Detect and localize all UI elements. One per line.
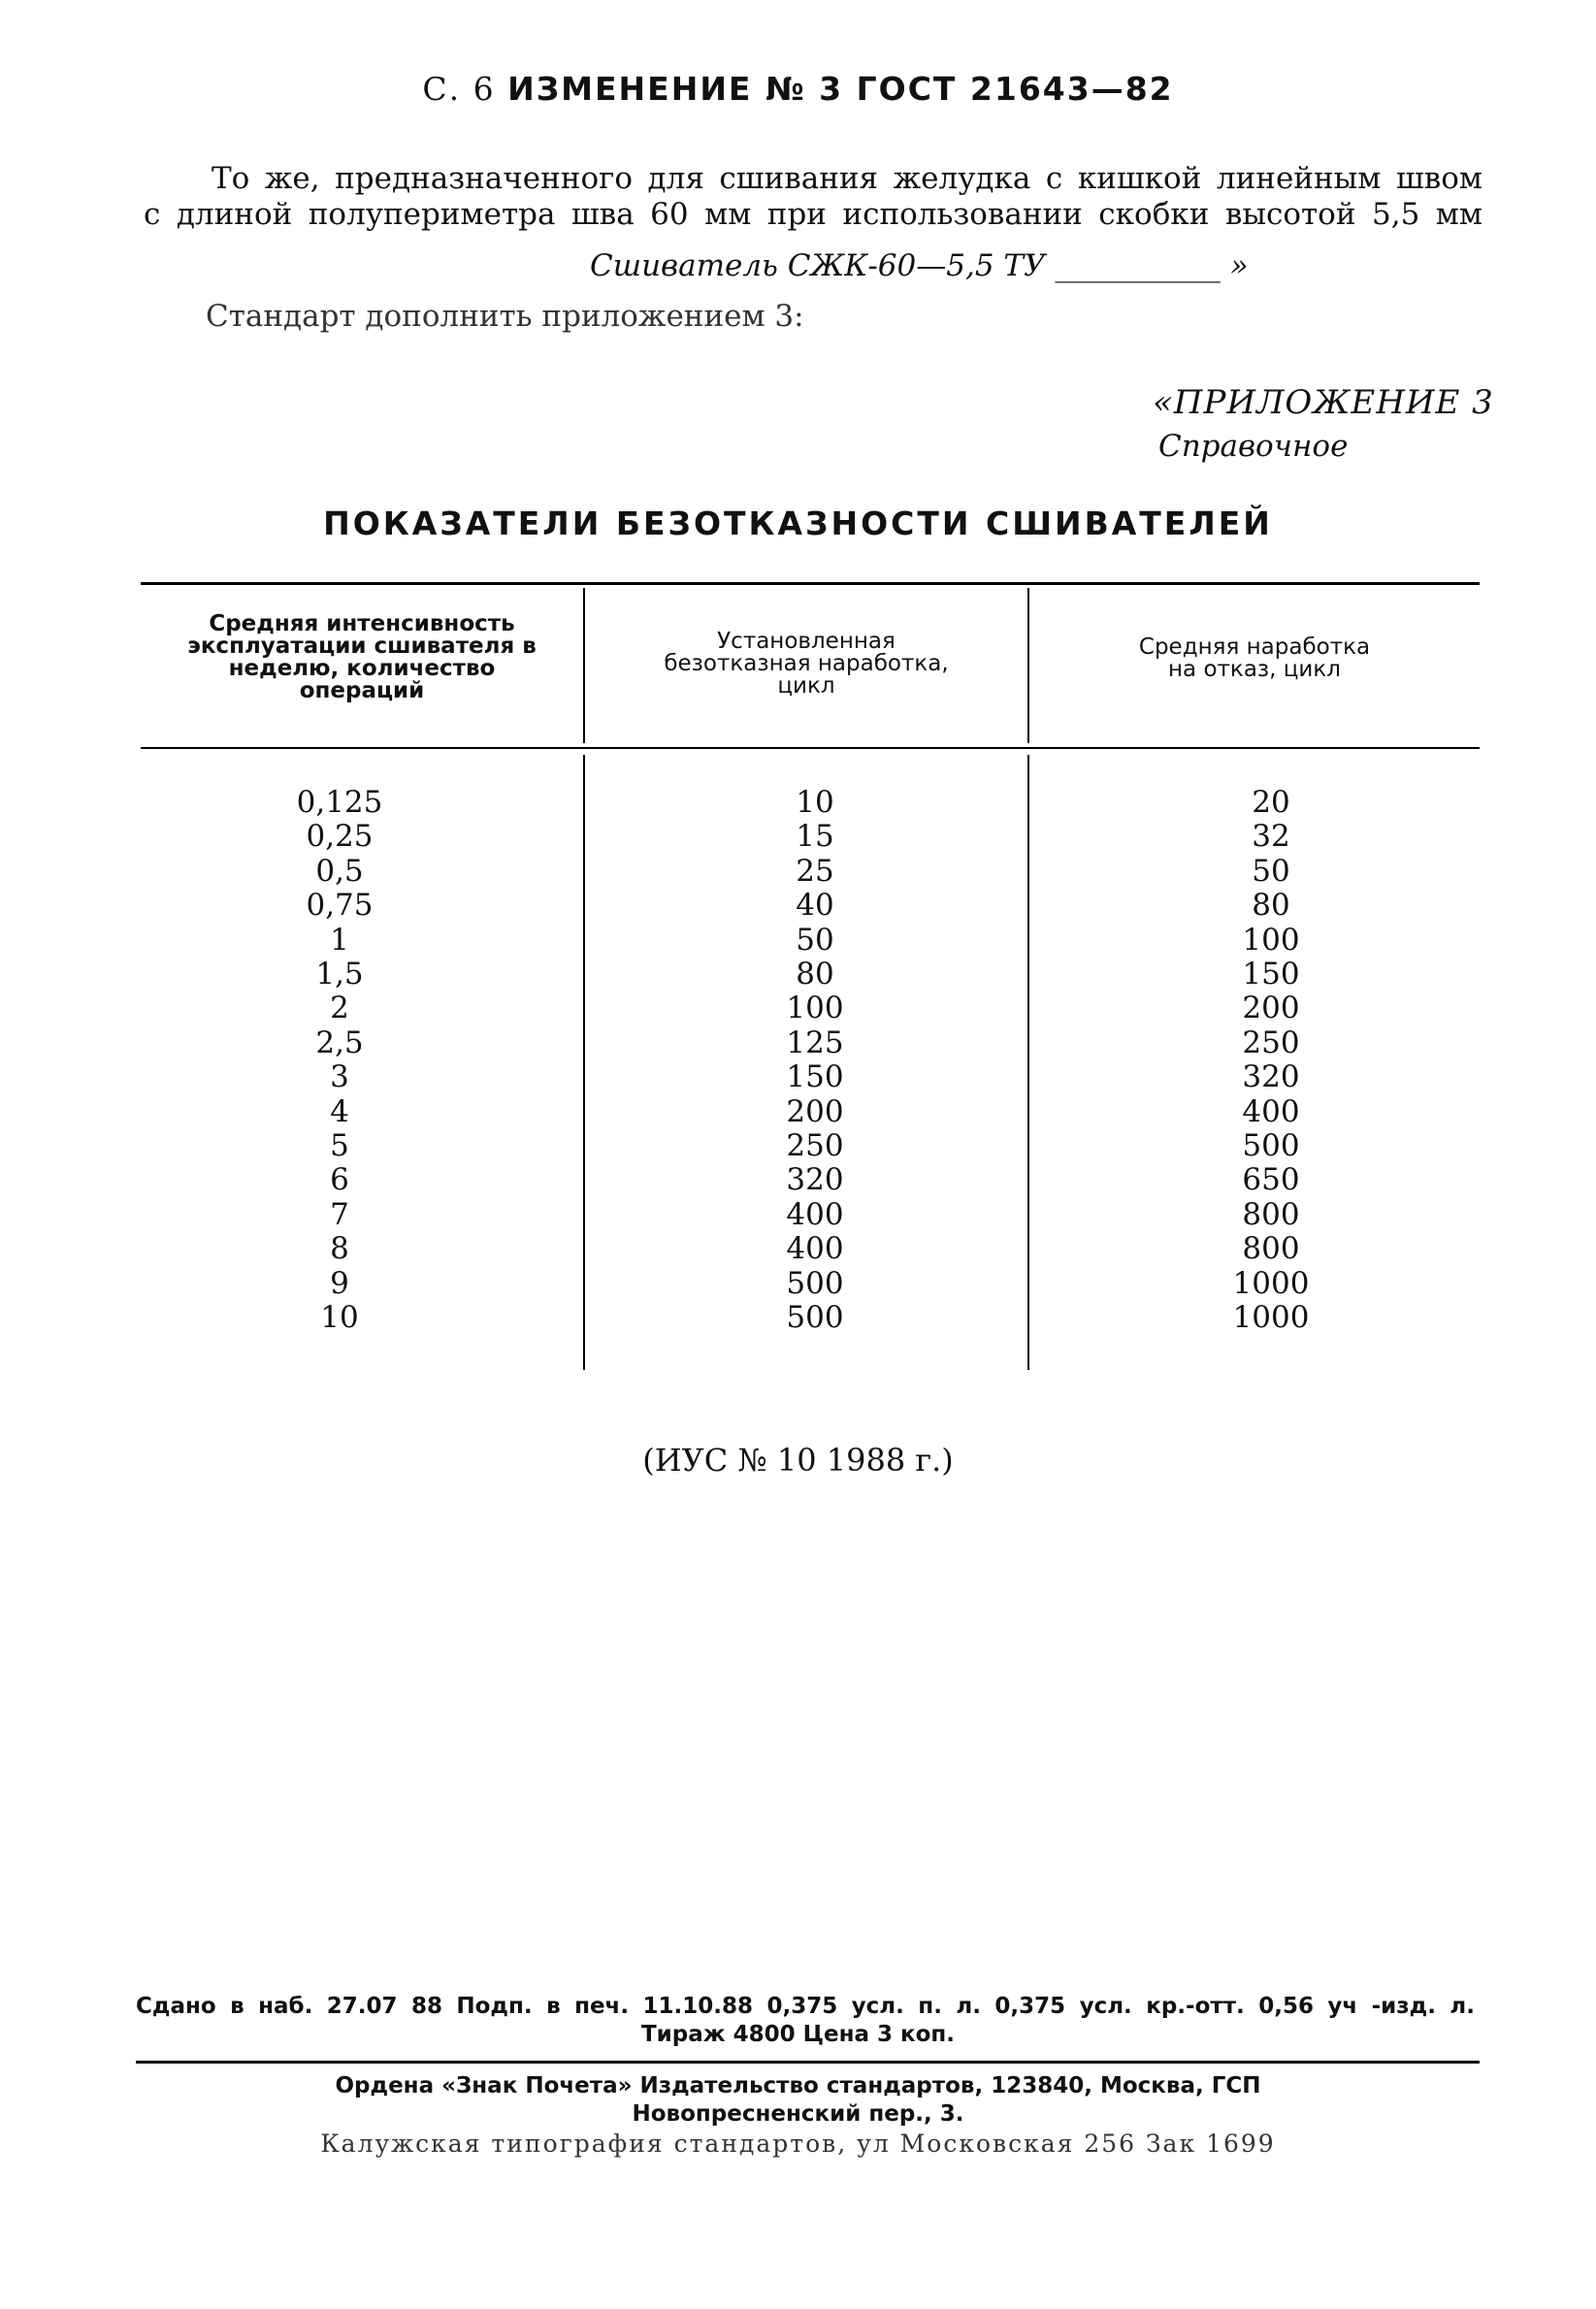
body-divider-1 xyxy=(583,755,585,1370)
table-cell: 0,125 xyxy=(296,785,383,820)
header-col-established-line: безотказная наработка, xyxy=(664,651,949,676)
table-cell: 500 xyxy=(1242,1128,1300,1164)
table-cell: 400 xyxy=(786,1231,844,1267)
table-cell: 50 xyxy=(1252,853,1290,889)
table-cell: 100 xyxy=(786,991,844,1026)
table-cell: 5 xyxy=(330,1128,349,1164)
header-col-mean-line: Средняя наработка xyxy=(1138,634,1371,660)
header-col-intensity xyxy=(141,613,583,702)
header-col-established-line: цикл xyxy=(777,673,835,699)
appendix-type: Справочное xyxy=(1158,429,1349,464)
table-cell: 40 xyxy=(796,888,834,924)
table-cell: 1 xyxy=(330,922,349,958)
table-cell: 320 xyxy=(786,1162,844,1198)
imprint-line-2: Тираж 4800 Цена 3 коп. xyxy=(640,2022,956,2047)
table-cell: 1000 xyxy=(1232,1300,1310,1336)
table-cell: 32 xyxy=(1252,819,1290,855)
header-col-mean-time xyxy=(1029,636,1480,681)
column-intensity-values xyxy=(165,786,514,1336)
table-cell: 80 xyxy=(1252,888,1290,924)
document-title: ИЗМЕНЕНИЕ № 3 ГОСТ 21643—82 xyxy=(507,70,1174,108)
page-header xyxy=(0,70,1596,108)
addition-note: Стандарт дополнить приложением 3: xyxy=(206,299,804,334)
table-cell: 25 xyxy=(796,853,834,889)
table-cell: 3 xyxy=(330,1059,349,1095)
intro-line-1: То же, предназначенного для сшивания желудка с кишкой линейным швом xyxy=(212,161,1482,196)
table-cell: 0,75 xyxy=(306,888,374,924)
table-cell: 50 xyxy=(796,922,834,958)
table-cell: 800 xyxy=(1242,1231,1300,1267)
table-cell: 200 xyxy=(1242,991,1300,1026)
header-col-intensity-line: Средняя интенсивность xyxy=(209,611,515,636)
table-cell: 10 xyxy=(320,1300,359,1336)
table-top-rule xyxy=(141,582,1480,585)
table-cell: 1,5 xyxy=(315,957,364,992)
table-cell: 9 xyxy=(330,1265,349,1301)
table-cell: 500 xyxy=(786,1300,844,1336)
table-cell: 200 xyxy=(786,1093,844,1129)
table-cell: 0,25 xyxy=(306,819,374,855)
column-mean-values xyxy=(1096,786,1446,1336)
table-cell: 250 xyxy=(786,1128,844,1164)
table-cell: 400 xyxy=(1242,1093,1300,1129)
table-cell: 150 xyxy=(1242,957,1300,992)
imprint-line-1: Сдано в наб. 27.07 88 Подп. в печ. 11.10.88 0,375 усл. п. л. 0,375 усл. кр.-отт. 0,56 уч -изд. л. xyxy=(136,1994,1475,2019)
table-cell: 250 xyxy=(1242,1024,1300,1060)
device-designation: Сшиватель СЖК-60—5,5 ТУ ___________ » xyxy=(590,248,1249,283)
publisher-line: Ордена «Знак Почета» Издательство стандартов, 123840, Москва, ГСП xyxy=(335,2073,1261,2098)
table-cell: 100 xyxy=(1242,922,1300,958)
page-number: С. 6 xyxy=(422,70,496,108)
table-cell: 80 xyxy=(796,957,834,992)
table-cell: 0,5 xyxy=(315,853,364,889)
header-col-intensity-line: операций xyxy=(299,678,425,703)
printer-line: Калужская типография стандартов, ул Московская 256 Зак 1699 xyxy=(320,2130,1276,2158)
table-cell: 15 xyxy=(796,819,834,855)
table-cell: 4 xyxy=(330,1093,349,1129)
table-header-rule xyxy=(141,747,1480,749)
header-col-intensity-line: эксплуатации сшивателя в xyxy=(187,634,537,659)
table-title: ПОКАЗАТЕЛИ БЕЗОТКАЗНОСТИ СШИВАТЕЛЕЙ xyxy=(323,504,1273,542)
publisher-address: Новопресненский пер., 3. xyxy=(632,2101,964,2127)
header-col-established-line: Установленная xyxy=(717,629,896,654)
table-cell: 20 xyxy=(1252,785,1290,820)
table-cell: 125 xyxy=(786,1024,844,1060)
table-cell: 2,5 xyxy=(315,1024,364,1060)
table-cell: 2 xyxy=(330,991,349,1026)
table-cell: 400 xyxy=(786,1196,844,1232)
header-col-established-life xyxy=(585,631,1027,698)
table-cell: 150 xyxy=(786,1059,844,1095)
column-established-values xyxy=(640,786,990,1336)
table-cell: 650 xyxy=(1242,1162,1300,1198)
table-cell: 500 xyxy=(786,1265,844,1301)
intro-line-2: с длиной полупериметра шва 60 мм при использовании скобки высотой 5,5 мм xyxy=(144,197,1482,232)
table-cell: 8 xyxy=(330,1231,349,1267)
table-cell: 320 xyxy=(1242,1059,1300,1095)
table-cell: 7 xyxy=(330,1196,349,1232)
ius-reference: (ИУС № 10 1988 г.) xyxy=(642,1442,954,1479)
appendix-label: «ПРИЛОЖЕНИЕ 3 xyxy=(1153,383,1494,422)
table-cell: 10 xyxy=(796,785,834,820)
header-col-intensity-line: неделю, количество xyxy=(228,656,496,681)
table-cell: 1000 xyxy=(1232,1265,1310,1301)
header-col-mean-line: на отказ, цикл xyxy=(1168,657,1341,682)
table-cell: 800 xyxy=(1242,1196,1300,1232)
table-cell: 6 xyxy=(330,1162,349,1198)
footer-rule xyxy=(136,2061,1480,2064)
body-divider-2 xyxy=(1027,755,1029,1370)
